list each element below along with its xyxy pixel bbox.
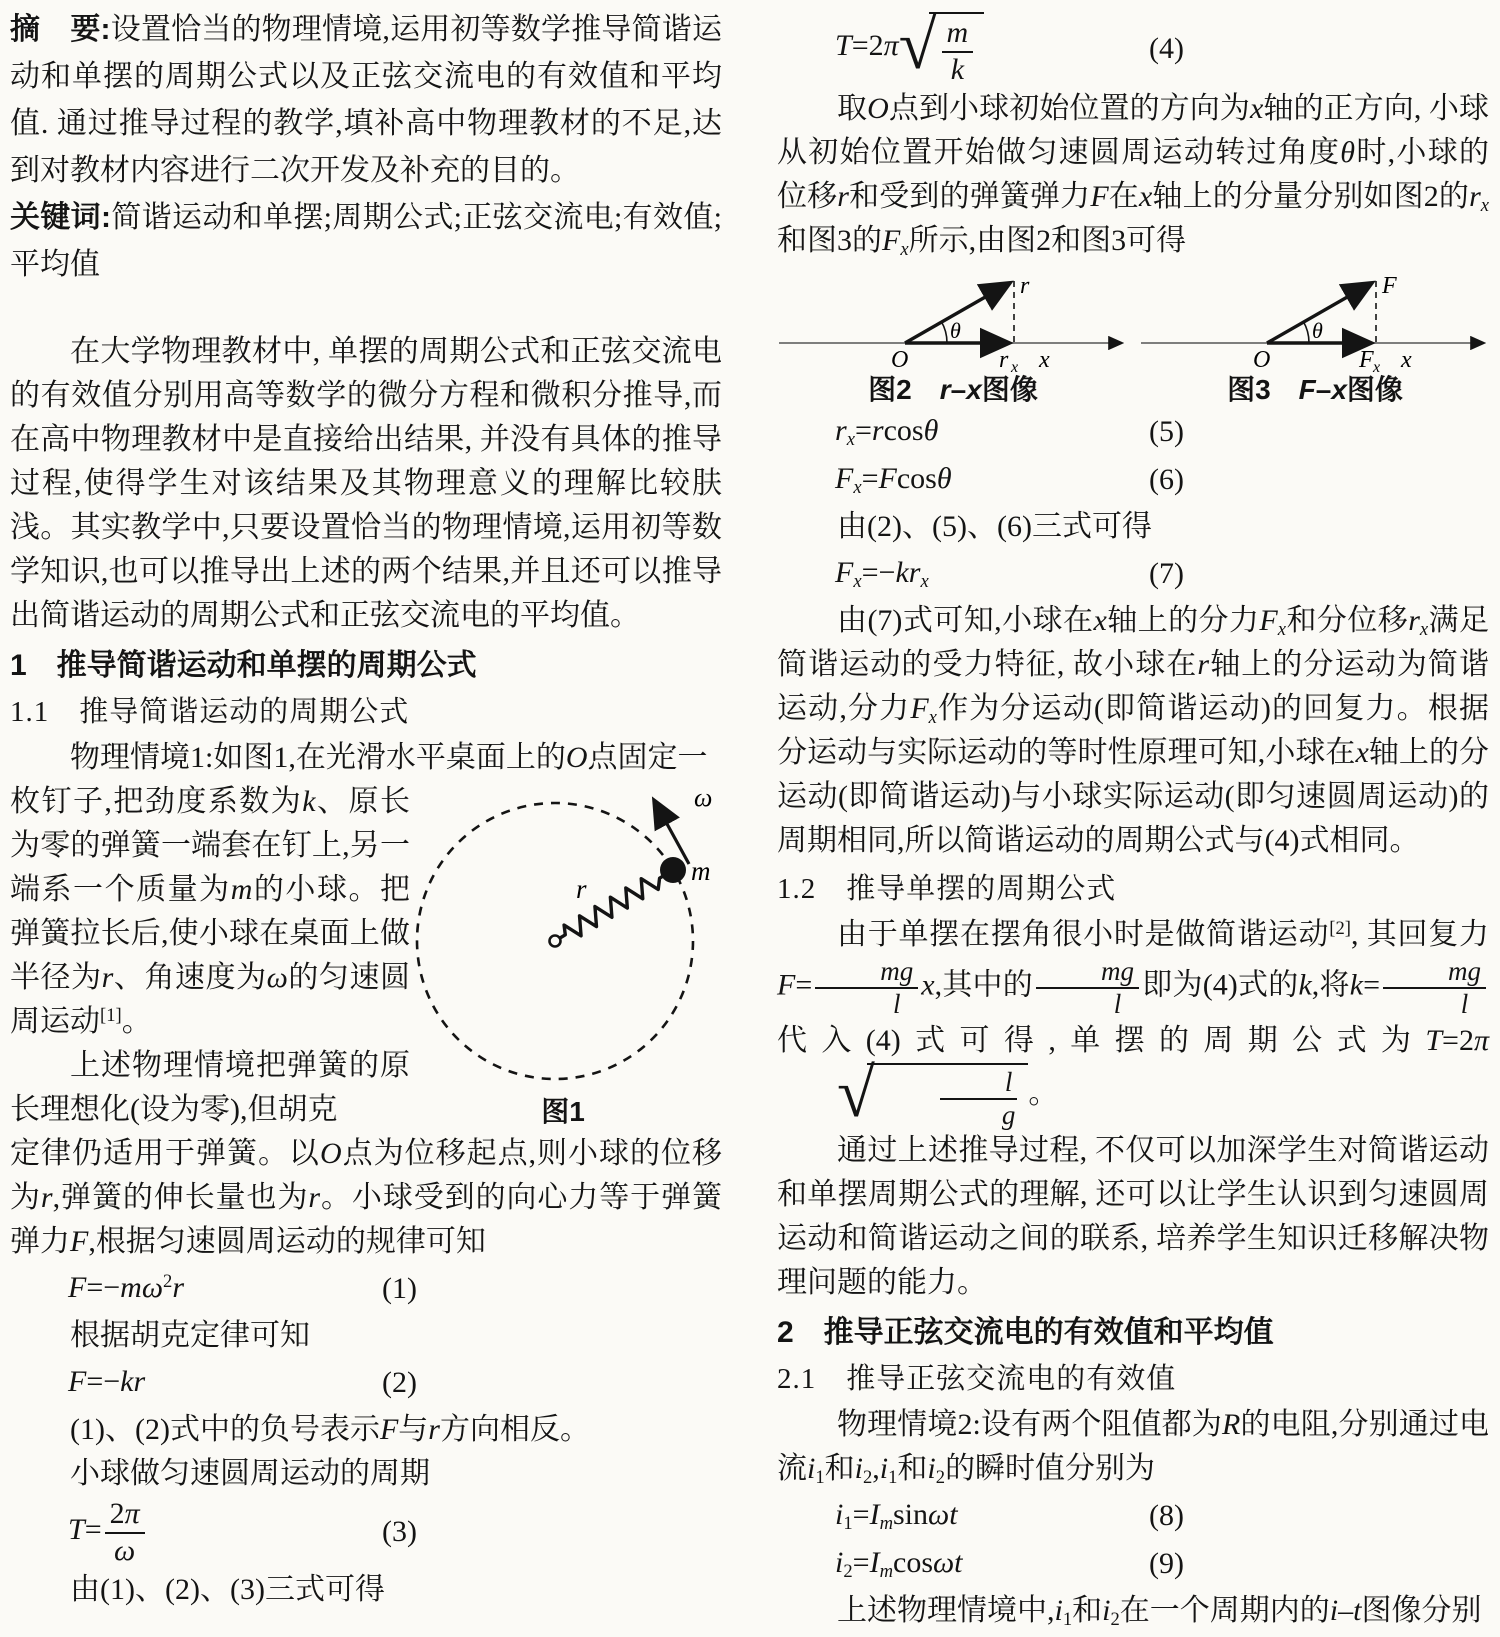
period-line: 小球做匀速圆周运动的周期 [70,1457,430,1490]
fig2-label-rx: r [999,347,1009,373]
hooke-law-line: 根据胡克定律可知 [70,1319,310,1352]
abstract-label: 摘 要: [10,13,111,46]
equation-8-body: $i_1=I_m\sin\omega t$ [835,1498,958,1535]
equation-9-number: (9) [1149,1547,1184,1581]
left-column [10,0,722,1612]
abstract [10,6,722,194]
nail-point [550,936,561,947]
equation-2-number: (2) [382,1366,417,1399]
equation-5-body: $r_x=rcos\theta$ [835,414,939,451]
fig3-label-x-axis: x [1401,347,1412,373]
figure-1 [408,766,718,1129]
section-2-heading: 2 推导正弦交流电的有效值和平均值 [777,1316,1274,1350]
fig1-label-omega: ω [694,783,713,812]
section-1-heading: 1 推导简谐运动和单摆的周期公式 [10,649,477,682]
section-1-2-heading: 1.2 推导单摆的周期公式 [777,873,1117,905]
situation2-paragraph: 物理情境2:设有两个阻值都为R的电阻,分别通过电流$i_1$和$i_2,i_1$和$i_2$的瞬时值分别为 [777,1408,1490,1489]
figure-2 [777,271,1129,407]
fig3-label-theta: θ [1312,318,1323,343]
pendulum-paragraph: 由于单摆在摆角很小时是做简谐运动[2], 其回复力F= $\frac{mg}{l}$ x,其中的 $\frac{mg}{l}$ 即为(4)式的k,将k= $\frac{mg}{l}$ 代入(4)式可得,单摆的周期公式为T=2π √ $\frac{l}{g}$ 。 [777,917,1489,1131]
figure1-wrap-zone [10,780,722,1132]
ball [660,857,686,883]
intro-paragraph: 在大学物理教材中, 单摆的周期公式和正弦交流电的有效值分别用高等数学的微分方程和微积分推导,而在高中物理教材中是直接给出结果, 并没有具体的推导过程,使得学生对该结果及其物理意义的理解比较肤浅。其实教学中,只要设置恰当的物理情境,运用初等数学知识,也可以推导出上述的两个结果,并且还可以推导出简谐运动的周期公式和正弦交流电的平均值。 [10,335,722,632]
equation-1-body: $F=-m\omega^2r$ [68,1270,185,1304]
equation-9 [777,1541,1489,1587]
figure1-diagram [413,766,713,1082]
situation1-first-line: 物理情境1:如图1,在光滑水平桌面上的O点固定一 [70,741,708,774]
figure-3 [1139,271,1491,407]
keywords-label: 关键词: [10,201,111,234]
equation-3 [10,1498,722,1566]
equation-1 [10,1266,722,1312]
fig2-label-r: r [1020,273,1030,299]
fig1-label-m: m [691,856,711,886]
shm-analysis-paragraph: 由(7)式可知,小球在x轴上的分力$F_x$和分位移$r_x$满足简谐运动的受力特征, 故小球在r轴上的分运动为简谐运动,分力$F_x$作为分运动(即简谐运动)的回复力。根据分运动与实际运动的等时性原理可知,小球在x轴上的分运动(即简谐运动)与小球实际运动(即匀速圆周运动)的周期相同,所以简谐运动的周期公式与(4)式相同。 [777,604,1490,857]
wrapped-text-block [10,780,410,1132]
fig3-label-O: O [1253,347,1271,373]
fig3-label-F: F [1382,273,1397,299]
hooke-continuation-text: 定律仍适用于弹簧。以O点为位移起点,则小球的位移为r,弹簧的伸长量也为r。小球受到的向心力等于弹簧弹力F,根据匀速圆周运动的规律可知 [10,1137,723,1258]
right-column [777,0,1489,1633]
equation-3-number: (3) [382,1515,417,1548]
fig2-label-O: O [891,347,909,373]
fig3-label-Fx: F [1359,347,1374,373]
figure3-caption: 图3 F–x图像 [1227,374,1403,405]
fig3-theta-arc [1303,321,1309,343]
fig1-label-r: r [576,874,587,904]
equation-6-number: (6) [1149,463,1184,496]
omega-arrow [655,802,689,864]
combine-123-line: 由(1)、(2)、(3)三式可得 [70,1573,385,1606]
idealization-wrapped-text: 上述物理情境把弹簧的原长理想化(设为零),但胡克 [10,1049,410,1126]
spring-icon [550,864,674,948]
figure2-diagram [777,271,1129,373]
combine-256-line: 由(2)、(5)、(6)三式可得 [837,510,1152,543]
figure2-caption: 图2 r–x图像 [868,374,1038,405]
equation-7-body: $F_x=-kr_x$ [835,556,929,593]
figure1-caption: 图1 [541,1096,585,1127]
figures-2-3-row [777,271,1489,407]
fig3-label-Fx-sub: x [1373,359,1381,373]
equation-8 [777,1493,1489,1539]
equation-9-body: $i_2=I_m\cos\omega t$ [835,1546,963,1583]
section-2-1-heading: 2.1 推导正弦交流电的有效值 [777,1363,1177,1396]
closing-line: 上述物理情境中$,i_1$和$i_2$在一个周期内的i–t图像分别 [837,1594,1482,1631]
equation-4 [777,7,1489,86]
fig2-label-x-axis: x [1039,347,1050,373]
section-1-1-heading: 1.1 推导简谐运动的周期公式 [10,696,410,728]
equation-4-number: (4) [1149,31,1184,65]
equation-3-body: T= $\frac{2\pi}{\omega}$ [68,1513,148,1546]
figure3-diagram [1139,271,1491,373]
keywords [10,194,722,288]
projection-paragraph: 取O点到小球初始位置的方向为x轴的正方向, 小球从初始位置开始做匀速圆周运动转过角度θ时,小球的位移r和受到的弹簧弹力F在x轴上的分量分别如图2的$r_x$和图3的$F_x$所示,由图2和图3可得 [777,92,1490,261]
keywords-text: 简谐运动和单摆;周期公式;正弦交流电;有效值;平均值 [10,201,722,281]
equation-8-number: (8) [1149,1499,1184,1533]
equation-5-number: (5) [1149,415,1184,448]
equation-7 [777,551,1489,597]
equation-5 [777,409,1489,455]
equation-1-number: (1) [382,1272,417,1305]
equation-4-body: T=2π √ $\frac{m}{k}$ [835,29,984,62]
situation1-wrapped-text: 枚钉子,把劲度系数为k、原长为零的弹簧一端套在钉上,另一端系一个质量为m的小球。把弹簧拉长后,使小球在桌面上做半径为r、角速度为ω的匀速圆周运动[1]。 [10,785,411,1038]
fig2-theta-arc [941,321,947,343]
equation-6 [777,457,1489,503]
equation-2 [10,1360,722,1406]
equation-6-body: $F_x=Fcos\theta$ [835,462,952,499]
fig2-label-theta: θ [950,318,961,343]
sign-note: (1)、(2)式中的负号表示F与r方向相反。 [70,1413,590,1446]
summary-paragraph: 通过上述推导过程, 不仅可以加深学生对简谐运动和单摆周期公式的理解, 还可以让学生认识到匀速圆周运动和简谐运动之间的联系, 培养学生知识迁移解决物理问题的能力。 [777,1134,1489,1300]
abstract-text: 设置恰当的物理情境,运用初等数学推导简谐运动和单摆的周期公式以及正弦交流电的有效值和平均值. 通过推导过程的教学,填补高中物理教材的不足,达到对教材内容进行二次开发及补充的目的。 [10,13,722,187]
equation-7-number: (7) [1149,557,1184,590]
fig2-label-rx-sub: x [1011,359,1019,373]
equation-2-body: F=−kr [68,1365,146,1398]
